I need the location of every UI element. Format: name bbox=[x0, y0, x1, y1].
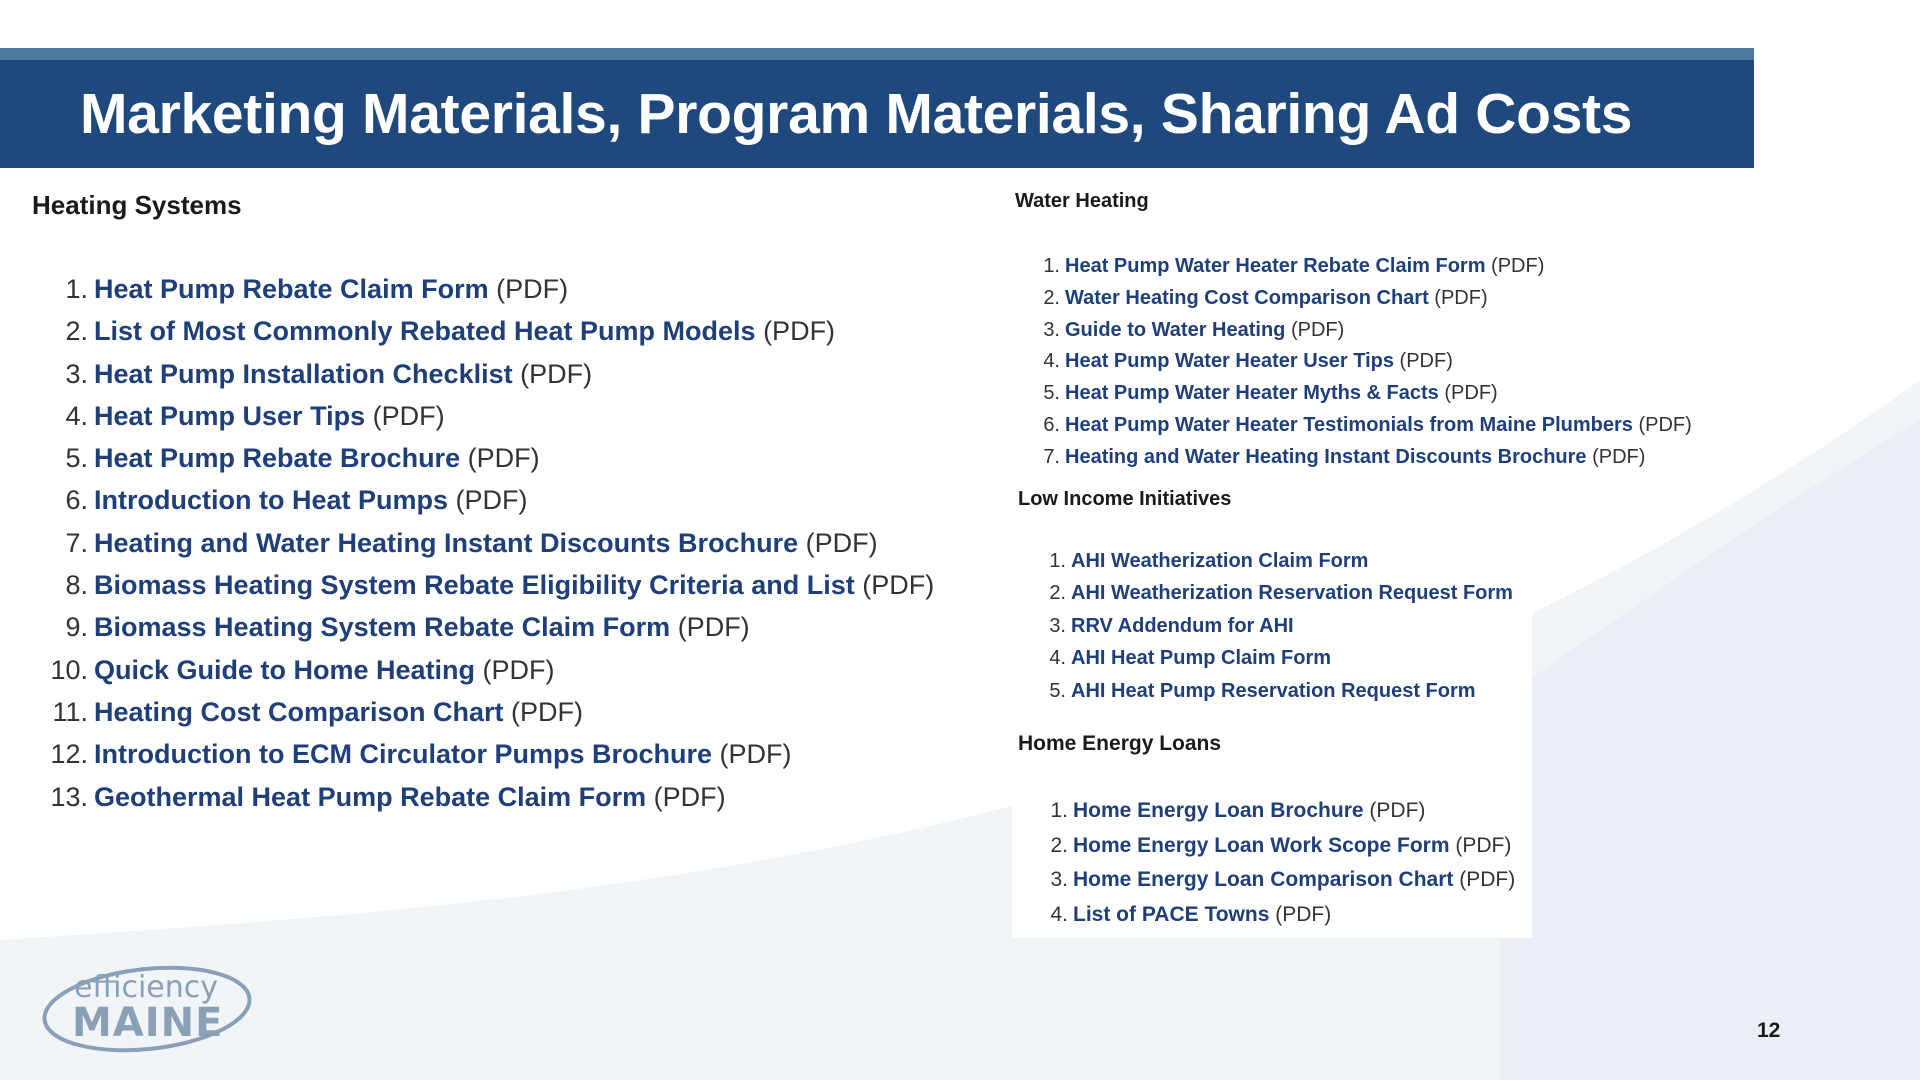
list-item-number: 5. bbox=[1049, 679, 1066, 702]
list-item bbox=[1042, 610, 1513, 642]
document-link[interactable]: List of Most Commonly Rebated Heat Pump Models bbox=[94, 316, 756, 347]
list-item bbox=[40, 353, 934, 395]
list-item bbox=[1042, 642, 1513, 674]
list-item-number: 2. bbox=[1043, 286, 1060, 309]
list-item bbox=[1030, 377, 1692, 409]
list-item-number: 8. bbox=[65, 570, 88, 601]
file-type-label: (PDF) bbox=[488, 274, 569, 304]
file-type-label: (PDF) bbox=[448, 485, 528, 516]
list-item-number: 1. bbox=[1049, 550, 1066, 572]
document-link[interactable]: Heat Pump Installation Checklist bbox=[94, 358, 513, 389]
file-type-label: (PDF) bbox=[512, 358, 593, 389]
list-item-number: 6. bbox=[1043, 413, 1060, 436]
water-heating-list bbox=[1030, 250, 1692, 473]
list-item-number: 1. bbox=[1050, 799, 1068, 822]
home-energy-loans-section bbox=[1012, 718, 1532, 938]
heating-systems-heading: Heating Systems bbox=[32, 190, 242, 220]
file-type-label: (PDF) bbox=[798, 527, 878, 558]
heating-systems-section bbox=[0, 168, 1000, 838]
list-item bbox=[40, 606, 934, 648]
document-link[interactable]: RRV Addendum for AHI bbox=[1071, 614, 1294, 637]
list-item bbox=[40, 310, 934, 352]
document-link[interactable]: Heat Pump Water Heater Rebate Claim Form bbox=[1065, 255, 1486, 277]
file-type-label: (PDF) bbox=[755, 316, 836, 347]
list-item-number: 5. bbox=[65, 443, 88, 474]
list-item bbox=[40, 522, 934, 564]
list-item bbox=[1030, 250, 1692, 282]
list-item-number: 5. bbox=[1043, 382, 1060, 405]
document-link[interactable]: Home Energy Loan Work Scope Form bbox=[1073, 833, 1450, 857]
file-type-label: (PDF) bbox=[1285, 318, 1345, 341]
list-item-number: 1. bbox=[65, 274, 88, 304]
low-income-heading: Low Income Initiatives bbox=[1018, 488, 1232, 510]
heating-systems-list bbox=[40, 268, 934, 818]
water-heating-heading: Water Heating bbox=[1015, 190, 1149, 212]
home-energy-loans-heading: Home Energy Loans bbox=[1018, 732, 1222, 755]
list-item bbox=[40, 479, 934, 521]
document-link[interactable]: Quick Guide to Home Heating bbox=[94, 654, 476, 685]
file-type-label: (PDF) bbox=[503, 696, 584, 727]
document-link[interactable]: Water Heating Cost Comparison Chart bbox=[1065, 286, 1429, 309]
list-item-number: 3. bbox=[1043, 318, 1060, 341]
file-type-label: (PDF) bbox=[854, 570, 935, 601]
file-type-label: (PDF) bbox=[1438, 382, 1498, 405]
document-link[interactable]: AHI Weatherization Claim Form bbox=[1071, 550, 1369, 572]
list-item bbox=[40, 649, 934, 691]
document-link[interactable]: Introduction to Heat Pumps bbox=[94, 485, 448, 516]
file-type-label: (PDF) bbox=[1394, 350, 1453, 373]
list-item bbox=[1044, 829, 1515, 864]
list-item bbox=[1030, 282, 1692, 314]
document-link[interactable]: Heat Pump Water Heater Testimonials from Maine Plumbers bbox=[1065, 413, 1633, 436]
document-link[interactable]: Home Energy Loan Brochure bbox=[1073, 799, 1364, 822]
list-item bbox=[1030, 409, 1692, 441]
file-type-label: (PDF) bbox=[460, 443, 540, 474]
list-item bbox=[1042, 675, 1513, 707]
file-type-label: (PDF) bbox=[1586, 445, 1646, 468]
list-item bbox=[1044, 863, 1515, 898]
document-link[interactable]: Home Energy Loan Comparison Chart bbox=[1073, 868, 1454, 891]
document-link[interactable]: Heat Pump Rebate Claim Form bbox=[94, 274, 489, 304]
list-item-number: 11. bbox=[52, 696, 88, 727]
list-item-number: 4. bbox=[1050, 902, 1068, 926]
list-item-number: 9. bbox=[65, 612, 88, 643]
document-link[interactable]: Heat Pump User Tips bbox=[94, 400, 366, 431]
list-item bbox=[1042, 577, 1513, 609]
list-item bbox=[1042, 545, 1513, 577]
list-item-number: 4. bbox=[65, 400, 88, 431]
document-link[interactable]: Heating Cost Comparison Chart bbox=[94, 696, 504, 727]
list-item bbox=[1030, 441, 1692, 473]
list-item-number: 4. bbox=[1043, 350, 1060, 373]
list-item-number: 6. bbox=[65, 485, 88, 516]
document-link[interactable]: Heat Pump Water Heater User Tips bbox=[1065, 350, 1394, 373]
document-link[interactable]: AHI Heat Pump Claim Form bbox=[1071, 647, 1332, 670]
list-item bbox=[40, 691, 934, 733]
home-energy-loans-list bbox=[1044, 794, 1515, 932]
list-item-number: 7. bbox=[1043, 445, 1060, 468]
document-link[interactable]: Biomass Heating System Rebate Eligibility Criteria and List bbox=[94, 570, 855, 601]
top-accent-strip bbox=[0, 48, 1754, 60]
logo-efficiency-text: efficiency bbox=[74, 970, 219, 1005]
list-item-number: 3. bbox=[65, 358, 88, 389]
list-item-number: 3. bbox=[1050, 868, 1068, 891]
file-type-label: (PDF) bbox=[712, 739, 792, 770]
file-type-label: (PDF) bbox=[646, 781, 726, 812]
list-item-number: 2. bbox=[65, 316, 88, 347]
low-income-section bbox=[1012, 478, 1532, 718]
file-type-label: (PDF) bbox=[365, 400, 445, 431]
document-link[interactable]: Biomass Heating System Rebate Claim Form bbox=[94, 612, 671, 643]
file-type-label: (PDF) bbox=[1632, 413, 1692, 436]
document-link[interactable]: Heating and Water Heating Instant Discounts Brochure bbox=[1065, 445, 1587, 468]
list-item-number: 13. bbox=[50, 781, 88, 812]
list-item bbox=[1030, 314, 1692, 346]
document-link[interactable]: Introduction to ECM Circulator Pumps Brochure bbox=[94, 739, 713, 770]
list-item-number: 2. bbox=[1049, 582, 1066, 605]
file-type-label: (PDF) bbox=[1269, 902, 1332, 926]
document-link[interactable]: AHI Weatherization Reservation Request Form bbox=[1071, 582, 1513, 605]
list-item bbox=[40, 437, 934, 479]
document-link[interactable]: AHI Heat Pump Reservation Request Form bbox=[1071, 679, 1476, 702]
logo-maine-text: MAINE bbox=[72, 1000, 224, 1046]
list-item bbox=[40, 395, 934, 437]
file-type-label: (PDF) bbox=[1428, 286, 1488, 309]
file-type-label: (PDF) bbox=[1453, 868, 1516, 891]
efficiency-maine-logo bbox=[40, 962, 255, 1057]
list-item bbox=[40, 733, 934, 775]
list-item-number: 4. bbox=[1049, 647, 1066, 670]
title-bar bbox=[0, 60, 1754, 168]
list-item-number: 2. bbox=[1050, 833, 1068, 857]
slide-title: Marketing Materials, Program Materials, Sharing Ad Costs bbox=[80, 82, 1633, 146]
file-type-label: (PDF) bbox=[1485, 255, 1545, 277]
document-link[interactable]: Guide to Water Heating bbox=[1065, 318, 1286, 341]
list-item-number: 12. bbox=[50, 739, 88, 770]
list-item-number: 10. bbox=[50, 654, 88, 685]
file-type-label: (PDF) bbox=[1363, 799, 1426, 822]
low-income-list bbox=[1042, 545, 1513, 707]
page-number: 12 bbox=[1757, 1019, 1781, 1042]
list-item-number: 1. bbox=[1043, 255, 1060, 277]
water-heating-section bbox=[1000, 168, 1754, 478]
file-type-label: (PDF) bbox=[475, 654, 555, 685]
file-type-label: (PDF) bbox=[670, 612, 750, 643]
list-item bbox=[1044, 794, 1515, 829]
document-link[interactable]: Heat Pump Water Heater Myths & Facts bbox=[1065, 382, 1439, 405]
list-item bbox=[1030, 345, 1692, 377]
list-item-number: 7. bbox=[65, 527, 88, 558]
document-link[interactable]: Geothermal Heat Pump Rebate Claim Form bbox=[94, 781, 647, 812]
file-type-label: (PDF) bbox=[1449, 833, 1512, 857]
document-link[interactable]: List of PACE Towns bbox=[1073, 902, 1270, 926]
document-link[interactable]: Heating and Water Heating Instant Discounts Brochure bbox=[94, 527, 799, 558]
list-item-number: 3. bbox=[1049, 614, 1066, 637]
document-link[interactable]: Heat Pump Rebate Brochure bbox=[94, 443, 461, 474]
list-item bbox=[40, 268, 934, 310]
list-item bbox=[40, 564, 934, 606]
list-item bbox=[40, 776, 934, 818]
list-item bbox=[1044, 898, 1515, 933]
